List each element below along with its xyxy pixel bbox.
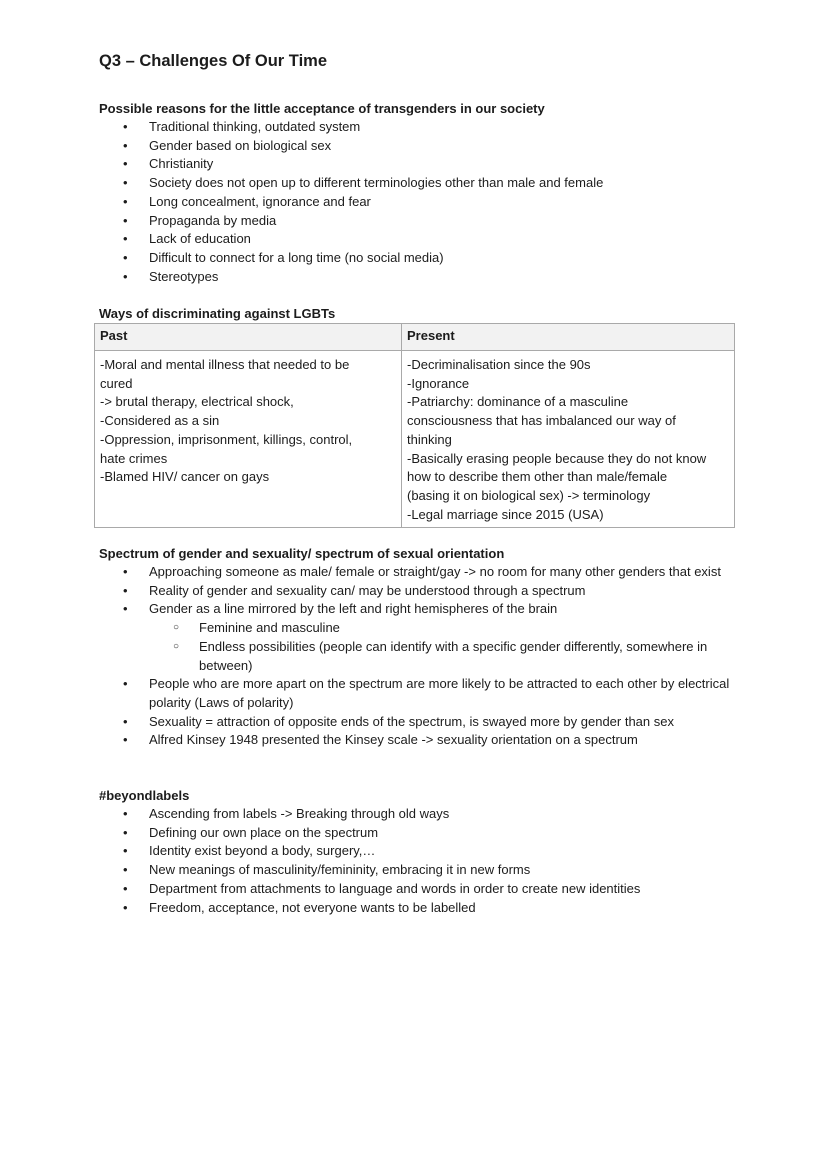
- beyondlabels-list: [99, 805, 739, 917]
- list-item: • Identity exist beyond a body, surgery,…: [99, 842, 739, 861]
- sub-list: [149, 619, 739, 675]
- discrimination-table: [94, 323, 735, 528]
- present-line: consciousness that has imbalanced our way of: [407, 413, 676, 429]
- present-line: thinking: [407, 431, 452, 447]
- list-item: • Propaganda by media: [99, 212, 739, 231]
- list-item: [99, 600, 739, 675]
- discrimination-heading: Ways of discriminating against LGBTs: [99, 306, 336, 321]
- present-line: -Patriarchy: dominance of a masculine: [407, 394, 629, 410]
- list-item: • Lack of education: [99, 230, 739, 249]
- spectrum-list: [99, 563, 739, 750]
- list-item: • Traditional thinking, outdated system: [99, 118, 739, 137]
- reasons-list: [99, 118, 739, 286]
- list-item-text: Gender as a line mirrored by the left and right hemispheres of the brain: [149, 601, 558, 617]
- list-item: • New meanings of masculinity/femininity, embracing it in new forms: [99, 861, 739, 880]
- list-item: • Approaching someone as male/ female or straight/gay -> no room for many other genders that exist: [99, 563, 739, 582]
- present-line: -Legal marriage since 2015 (USA): [407, 506, 604, 522]
- list-item: • Sexuality = attraction of opposite ends of the spectrum, is swayed more by gender than sex: [99, 713, 739, 732]
- past-line: -> brutal therapy, electrical shock,: [100, 394, 294, 410]
- spectrum-heading: Spectrum of gender and sexuality/ spectrum of sexual orientation: [99, 546, 505, 561]
- column-header-past: Past: [95, 324, 402, 351]
- past-line: -Moral and mental illness that needed to be: [100, 357, 350, 372]
- list-item: • Stereotypes: [99, 268, 739, 287]
- sub-list-item: ○ Feminine and masculine: [149, 619, 739, 638]
- list-item: • Reality of gender and sexuality can/ may be understood through a spectrum: [99, 582, 739, 601]
- list-item: • Defining our own place on the spectrum: [99, 824, 739, 843]
- list-item: • Ascending from labels -> Breaking through old ways: [99, 805, 739, 824]
- present-cell: [402, 351, 735, 528]
- reasons-heading: Possible reasons for the little acceptance of transgenders in our society: [99, 101, 545, 116]
- beyondlabels-heading: #beyondlabels: [99, 788, 190, 803]
- past-cell: [95, 351, 402, 528]
- list-item: • Gender based on biological sex: [99, 137, 739, 156]
- past-line: cured: [100, 375, 133, 391]
- past-line: -Blamed HIV/ cancer on gays: [100, 469, 270, 485]
- list-item: • Difficult to connect for a long time (no social media): [99, 249, 739, 268]
- present-line: -Ignorance: [407, 375, 470, 391]
- list-item: • Christianity: [99, 155, 739, 174]
- table-row: [95, 351, 735, 528]
- past-line: hate crimes: [100, 450, 168, 466]
- list-item: • Alfred Kinsey 1948 presented the Kinsey scale -> sexuality orientation on a spectrum: [99, 731, 739, 750]
- list-item: • Freedom, acceptance, not everyone wants to be labelled: [99, 899, 739, 918]
- column-header-present: Present: [402, 324, 735, 351]
- list-item: • People who are more apart on the spectrum are more likely to be attracted to each other by electrical polarity (Laws of polarity): [99, 675, 739, 712]
- past-line: -Considered as a sin: [100, 413, 220, 429]
- present-line: how to describe them other than male/female: [407, 469, 668, 485]
- past-line: -Oppression, imprisonment, killings, control,: [100, 431, 353, 447]
- list-item: • Society does not open up to different terminologies other than male and female: [99, 174, 739, 193]
- list-item: • Department from attachments to language and words in order to create new identities: [99, 880, 739, 899]
- present-line: -Basically erasing people because they do not know: [407, 450, 707, 466]
- table-header-row: [95, 324, 735, 351]
- sub-list-item: ○ Endless possibilities (people can identify with a specific gender differently, somewhere in between): [149, 638, 739, 675]
- page-title: Q3 – Challenges Of Our Time: [99, 52, 328, 70]
- present-line: -Decriminalisation since the 90s: [407, 357, 591, 372]
- present-line: (basing it on biological sex) -> terminology: [407, 487, 651, 503]
- list-item: • Long concealment, ignorance and fear: [99, 193, 739, 212]
